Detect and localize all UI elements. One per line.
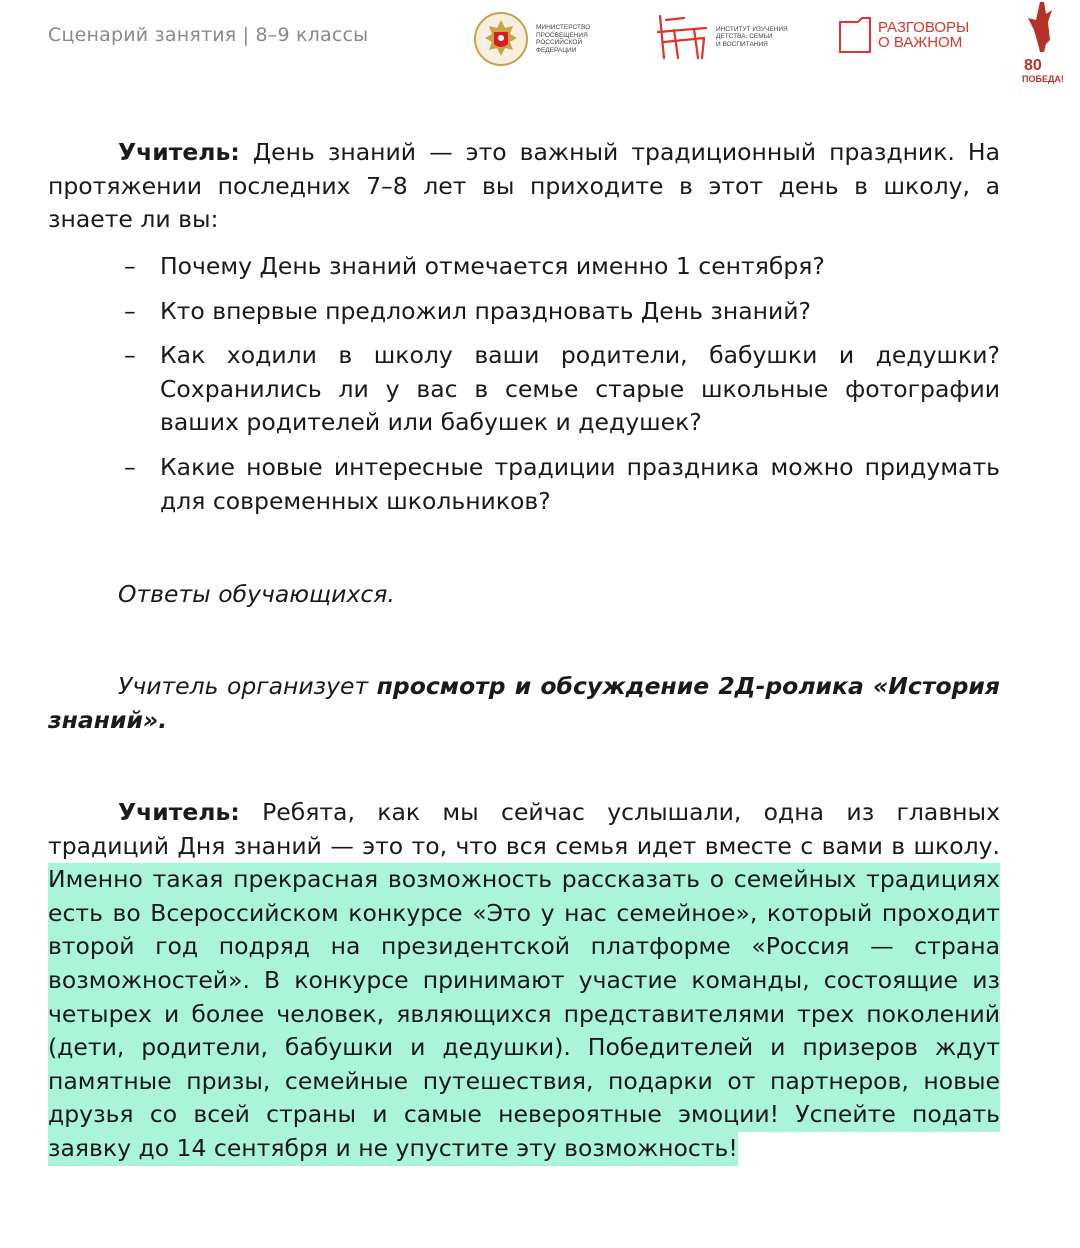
razgovory-logo-text: РАЗГОВОРЫ О ВАЖНОМ [878,19,970,51]
razgovory-logo [838,16,969,54]
question-text: Кто впервые предложил праздновать День знаний? [160,296,812,325]
intro-paragraph [48,136,1000,237]
question-text: Какие новые интересные традиции праздника можно придумать для современных школьников? [160,452,1000,515]
list-dash: – [124,296,136,325]
speaker-label: Учитель: [118,798,240,826]
chair-icon [654,12,710,62]
speaker-label: Учитель: [118,138,240,166]
razgovory-folder-icon [838,16,872,54]
pobeda-80-logo [1020,0,1064,86]
student-answers-note: Ответы обучающихся. [118,580,395,608]
institute-logo-text: ИНСТИТУТ ИЗУЧЕНИЯ ДЕТСТВА, СЕМЬИ И ВОСПИТАНИЯ [716,25,788,48]
document-header-title: Сценарий занятия | 8–9 классы [48,24,369,46]
ministry-logo-text: МИНИСТЕРСТВО ПРОСВЕЩЕНИЯ РОССИЙСКОЙ ФЕДЕРАЦИИ [536,24,591,54]
list-item [124,295,1000,329]
institute-logo [654,12,788,62]
list-item [124,339,1000,440]
questions-list [124,250,1000,529]
pobeda-monument-icon [1020,0,1064,86]
video-paragraph [48,670,1000,737]
question-text: Почему День знаний отмечается именно 1 сентября? [160,252,825,280]
highlighted-contest-text: Именно такая прекрасная возможность рассказать о семейных традициях есть во Всероссийском конкурсе «Это у нас семейное», который проходит второй год подряд на президентской платформе «Россия — страна возможностей». В конкурсе принимают участие команды, состоящие из четырех и более человек, являющихся представителями трех поколений (дети, родители, бабушки и дедушки). Победителей и призеров ждут памятные призы, семейные путешествия, подарки от партнеров, новые друзья со всей страны и самые невероятные эмоции! Успейте подать заявку до 14 сентября и не упустите эту возможность! [48,863,1000,1166]
list-item [124,250,1000,284]
paragraph-text: Ребята, как мы сейчас услышали, одна из главных традиций Дня знаний — это то, что вся семья идет вместе с вами в школу. [48,798,1000,860]
family-contest-paragraph [48,796,1000,1166]
list-item [124,451,1000,518]
pobeda-word-mark: ПОБЕДА! [1022,74,1064,84]
list-dash: – [124,452,136,481]
video-intro-text: Учитель организует [118,672,377,700]
intro-text: День знаний — это важный традиционный праздник. На протяжении последних 7–8 лет вы приходите в этот день в школу, а знаете ли вы: [48,138,1000,234]
ministry-emblem-icon [472,10,530,68]
pobeda-80-mark: 80 [1024,57,1042,74]
question-text: Как ходили в школу ваши родители, бабушки и дедушки? Сохранились ли у вас в семье старые школьные фотографии ваших родителей или бабушек и дедушек? [160,341,1000,437]
list-dash: – [124,252,136,280]
list-dash: – [124,341,136,370]
page-header [0,0,1080,90]
ministry-logo [472,10,590,68]
video-title-text: просмотр и обсуждение 2Д-ролика «История знаний». [48,672,1000,734]
